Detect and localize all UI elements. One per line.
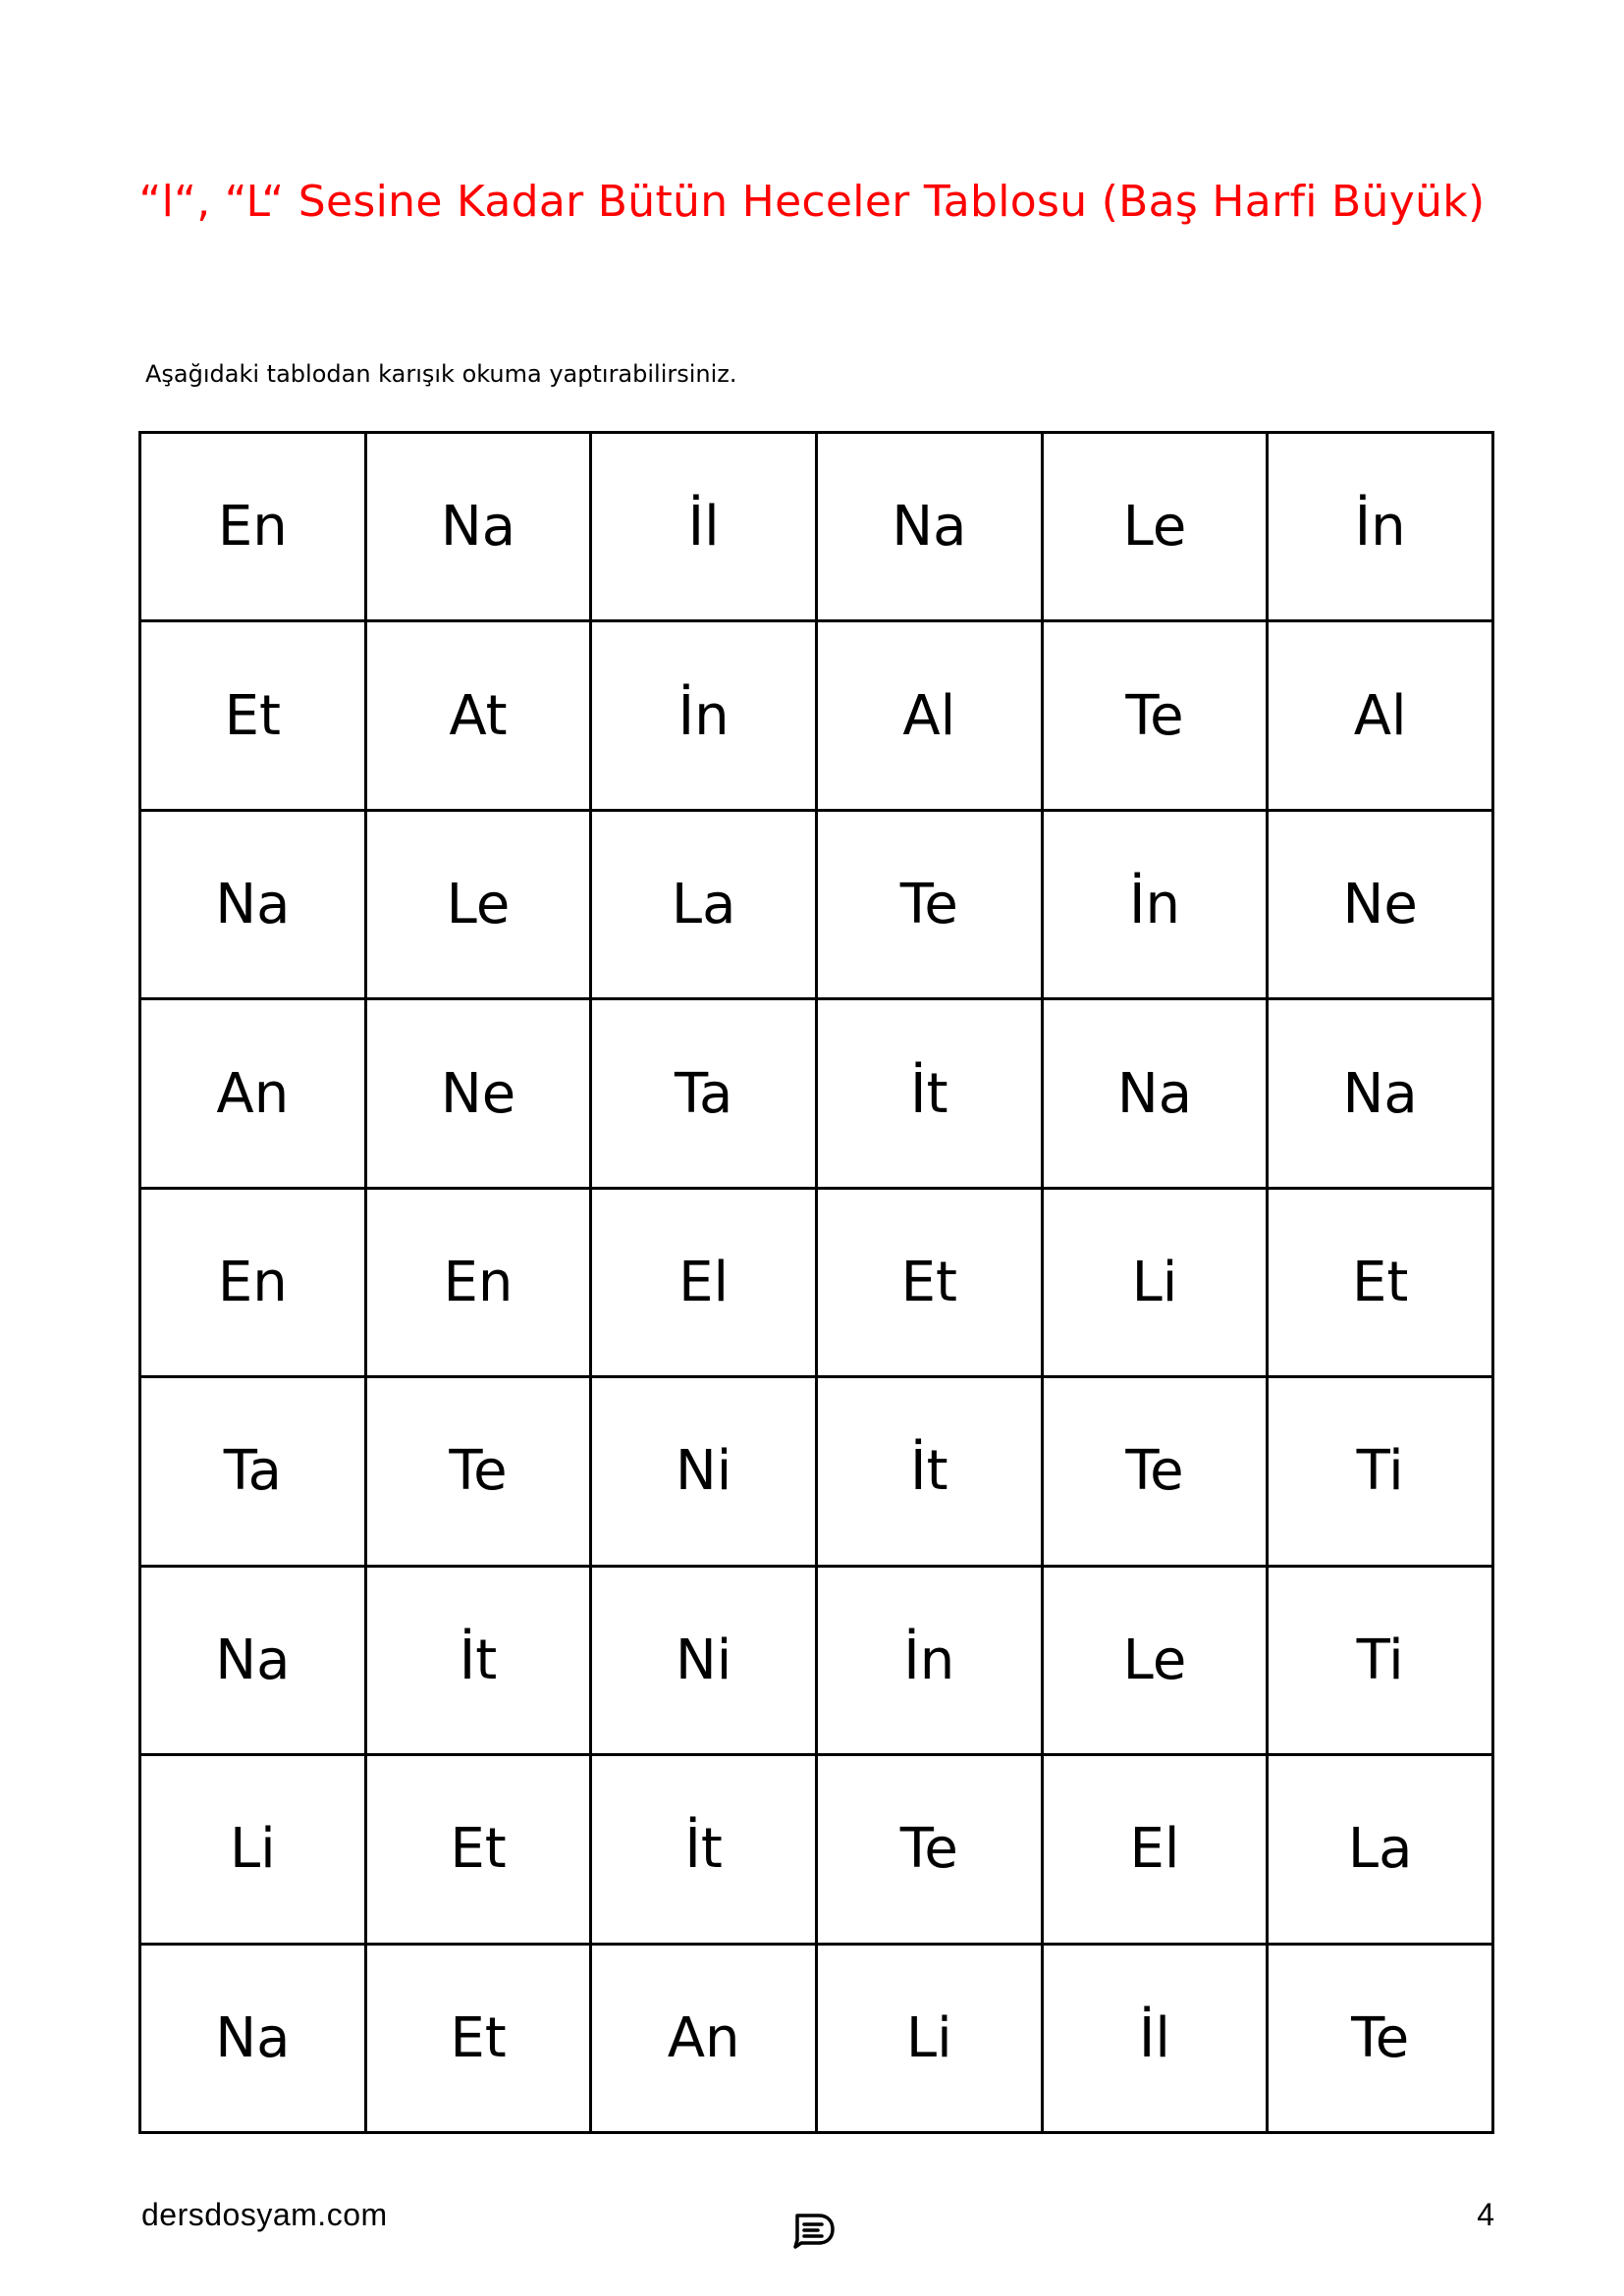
syllable-cell: Ne bbox=[1268, 810, 1493, 998]
syllable-cell: İn bbox=[1042, 810, 1268, 998]
syllable-cell: İt bbox=[816, 999, 1042, 1188]
syllable-cell: Na bbox=[365, 433, 591, 621]
table-row bbox=[140, 999, 1493, 1188]
syllable-cell: Te bbox=[1268, 1944, 1493, 2133]
syllable-cell: Ne bbox=[365, 999, 591, 1188]
syllable-cell: İt bbox=[591, 1755, 817, 1944]
syllable-cell: Li bbox=[1042, 1188, 1268, 1376]
table-row bbox=[140, 1944, 1493, 2133]
syllable-cell: La bbox=[591, 810, 817, 998]
syllable-cell: Et bbox=[140, 621, 366, 810]
table-row bbox=[140, 621, 1493, 810]
syllable-cell: Al bbox=[1268, 621, 1493, 810]
syllable-cell: Ti bbox=[1268, 1377, 1493, 1566]
syllable-cell: Na bbox=[1268, 999, 1493, 1188]
syllable-cell: La bbox=[1268, 1755, 1493, 1944]
syllable-cell: Ta bbox=[591, 999, 817, 1188]
syllable-cell: An bbox=[591, 1944, 817, 2133]
syllable-cell: An bbox=[140, 999, 366, 1188]
syllable-cell: Te bbox=[1042, 621, 1268, 810]
syllable-cell: En bbox=[140, 433, 366, 621]
page-title: “l“, “L“ Sesine Kadar Bütün Heceler Tablosu (Baş Harfi Büyük) bbox=[138, 177, 1486, 227]
syllable-cell: At bbox=[365, 621, 591, 810]
table-row bbox=[140, 1188, 1493, 1376]
syllable-cell: Ta bbox=[140, 1377, 366, 1566]
syllable-cell: En bbox=[140, 1188, 366, 1376]
syllable-cell: En bbox=[365, 1188, 591, 1376]
syllable-cell: İt bbox=[816, 1377, 1042, 1566]
syllable-cell: Le bbox=[365, 810, 591, 998]
syllable-cell: İl bbox=[591, 433, 817, 621]
syllable-cell: Al bbox=[816, 621, 1042, 810]
syllable-cell: Na bbox=[1042, 999, 1268, 1188]
syllable-cell: Et bbox=[365, 1944, 591, 2133]
syllable-cell: Na bbox=[140, 1566, 366, 1754]
table-row bbox=[140, 433, 1493, 621]
syllable-cell: Na bbox=[816, 433, 1042, 621]
syllable-cell: Le bbox=[1042, 1566, 1268, 1754]
syllable-cell: İl bbox=[1042, 1944, 1268, 2133]
syllable-cell: Te bbox=[816, 810, 1042, 998]
syllable-cell: Te bbox=[816, 1755, 1042, 1944]
syllable-table bbox=[138, 431, 1494, 2134]
instruction-text: Aşağıdaki tablodan karışık okuma yaptırabilirsiniz. bbox=[145, 360, 737, 388]
table-row bbox=[140, 810, 1493, 998]
document-logo-icon bbox=[791, 2210, 837, 2249]
syllable-cell: Li bbox=[140, 1755, 366, 1944]
syllable-cell: El bbox=[1042, 1755, 1268, 1944]
footer-site-name: dersdosyam.com bbox=[141, 2197, 388, 2232]
syllable-cell: Te bbox=[1042, 1377, 1268, 1566]
page-number: 4 bbox=[1477, 2197, 1494, 2232]
syllable-cell: Te bbox=[365, 1377, 591, 1566]
table-row bbox=[140, 1377, 1493, 1566]
syllable-cell: Li bbox=[816, 1944, 1042, 2133]
syllable-cell: Le bbox=[1042, 433, 1268, 621]
syllable-cell: Na bbox=[140, 1944, 366, 2133]
syllable-cell: İn bbox=[1268, 433, 1493, 621]
syllable-cell: Ti bbox=[1268, 1566, 1493, 1754]
syllable-cell: İt bbox=[365, 1566, 591, 1754]
syllable-cell: İn bbox=[591, 621, 817, 810]
syllable-cell: Et bbox=[1268, 1188, 1493, 1376]
syllable-cell: El bbox=[591, 1188, 817, 1376]
syllable-cell: İn bbox=[816, 1566, 1042, 1754]
syllable-cell: Na bbox=[140, 810, 366, 998]
syllable-cell: Ni bbox=[591, 1377, 817, 1566]
syllable-cell: Et bbox=[365, 1755, 591, 1944]
syllable-cell: Ni bbox=[591, 1566, 817, 1754]
syllable-cell: Et bbox=[816, 1188, 1042, 1376]
table-row bbox=[140, 1755, 1493, 1944]
table-row bbox=[140, 1566, 1493, 1754]
